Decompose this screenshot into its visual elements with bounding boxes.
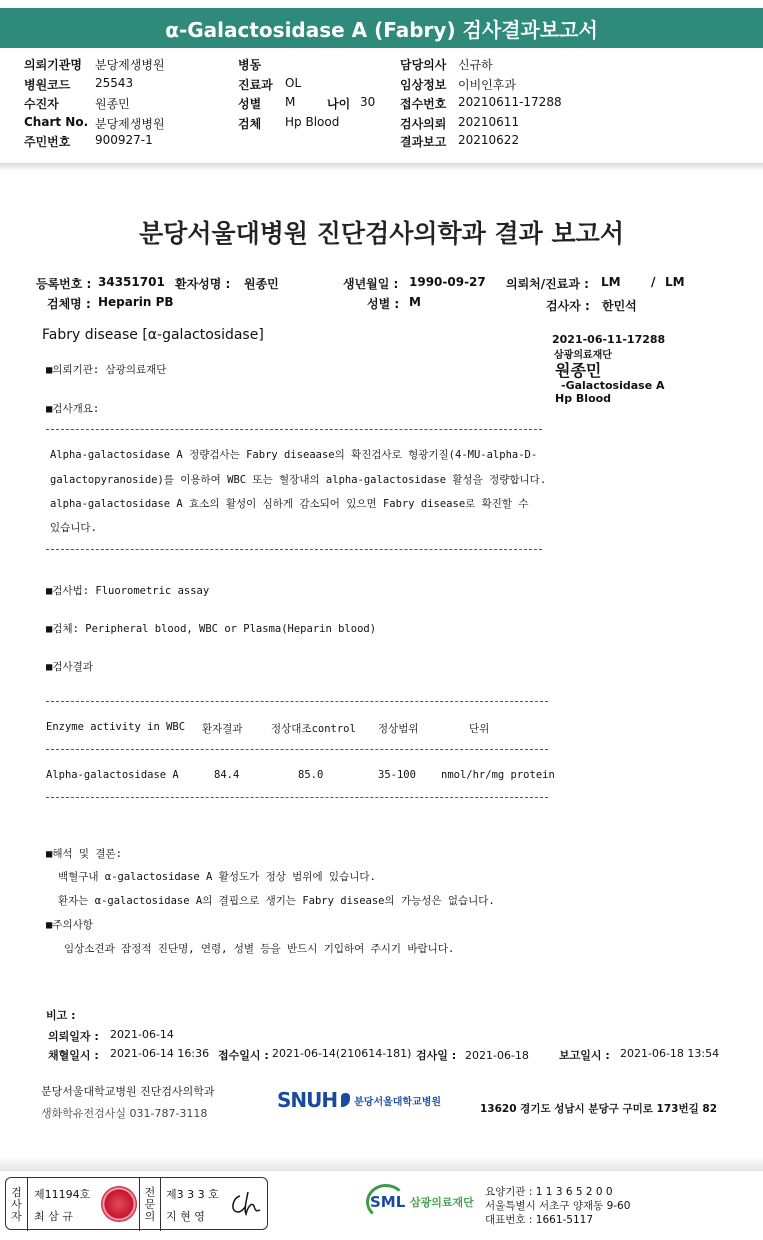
dob-label: 생년월일 : — [343, 277, 399, 291]
field-label: 의뢰기관명 — [24, 58, 82, 72]
footer-dept: 분당서울대학교병원 진단검사의학과 — [41, 1085, 215, 1098]
doctor-license-no: 제3 3 3 호 — [166, 1188, 219, 1201]
field-label: 진료과 — [238, 78, 273, 92]
field-label: Chart No. — [24, 115, 89, 129]
dashed-divider — [46, 429, 542, 430]
dashed-divider — [46, 549, 542, 550]
specimen-line: ■검체: Peripheral blood, WBC or Plasma(Heparin blood) — [46, 623, 377, 635]
table-header-cell: 정상범위 — [378, 723, 419, 735]
field-value: 30 — [360, 95, 376, 109]
label-specimen: Hp Blood — [555, 392, 612, 405]
patient-name-label: 환자성명 : — [175, 277, 231, 291]
table-header-cell: Enzyme activity in WBC — [46, 721, 186, 733]
footer-lab: 생화학유전검사실 031-787-3118 — [41, 1107, 208, 1120]
examiner-name: 최 삼 규 — [34, 1210, 73, 1223]
interpretation-title: ■해석 및 결론: — [46, 848, 123, 860]
label-test: -Galactosidase A — [561, 379, 665, 392]
page-separator — [0, 1157, 763, 1171]
dept-value: LM — [601, 275, 621, 289]
specimen-label: 검체명 : — [47, 297, 91, 311]
report-date-label: 보고일시 : — [559, 1049, 610, 1062]
field-label: 검체 — [238, 117, 262, 131]
snuh-logo — [277, 1088, 441, 1112]
result-title: ■검사결과 — [46, 661, 93, 673]
table-header-cell: 단위 — [469, 723, 490, 735]
receipt-date-value: 2021-06-14(210614-181) — [272, 1047, 412, 1060]
overview-title: ■검사개요: — [46, 403, 100, 415]
test-date-label: 검사일 : — [416, 1049, 457, 1062]
field-value: 분당제생병원 — [95, 58, 165, 72]
test-name: Fabry disease [α-galactosidase] — [42, 327, 264, 343]
reg-no-value: 34351701 — [98, 275, 165, 289]
table-cell: 35-100 — [378, 769, 416, 781]
field-label: 접수번호 — [400, 97, 447, 111]
field-value: 원종민 — [95, 97, 130, 111]
sex-value: M — [409, 295, 421, 309]
doctor-name: 지 현 영 — [166, 1210, 205, 1223]
draw-date-value: 2021-06-14 16:36 — [110, 1047, 210, 1060]
institution-line: ■의뢰기관: 삼광의료재단 — [46, 364, 167, 376]
report-date-value: 2021-06-18 13:54 — [620, 1047, 720, 1060]
request-date-value: 2021-06-14 — [110, 1028, 174, 1041]
examiner-label: 검사자 : — [546, 299, 590, 313]
field-label: 검사의뢰 — [400, 117, 447, 131]
label-accession: 2021-06-11-17288 — [552, 333, 666, 346]
test-date-value: 2021-06-18 — [465, 1049, 529, 1062]
overview-line: alpha-galactosidase A 효소의 활성이 심하게 감소되어 있으면 Fabry disease로 확진할 수 — [50, 498, 529, 510]
examiner-value: 한민석 — [602, 299, 637, 313]
examiner-license-no: 제11194호 — [34, 1188, 91, 1201]
receipt-date-label: 접수일시 : — [218, 1049, 269, 1062]
remarks-label: 비고 : — [46, 1009, 76, 1022]
footer-address: 13620 경기도 성남시 분당구 구미로 173번길 82 — [480, 1103, 717, 1115]
dept-value: LM — [665, 275, 685, 289]
sml-address: 서울특별시 서초구 양재동 9-60 — [485, 1200, 631, 1212]
table-header-border — [46, 749, 548, 750]
examiner-vertical-label: 검 사 자 — [6, 1178, 28, 1231]
dept-separator: / — [651, 275, 656, 289]
sex-label: 성별 : — [367, 297, 400, 311]
field-value: 20210611-17288 — [458, 95, 562, 109]
report-header-title: α-Galactosidase A (Fabry) 검사결과보고서 — [0, 8, 763, 48]
sml-name: 삼광의료재단 — [410, 1196, 474, 1209]
interpretation-line: 백혈구내 α-galactosidase A 활성도가 정상 범위에 있습니다. — [58, 871, 376, 883]
field-label: 나이 — [327, 97, 351, 111]
field-value: 900927-1 — [95, 133, 153, 147]
field-value: 25543 — [95, 76, 134, 90]
field-label: 주민번호 — [24, 135, 71, 149]
table-bottom-border — [46, 797, 548, 798]
field-label: 성별 — [238, 97, 262, 111]
table-cell: Alpha-galactosidase A — [46, 769, 179, 781]
request-date-label: 의뢰일자 : — [48, 1030, 99, 1043]
snuh-logo-text: SNUH — [277, 1088, 338, 1112]
overview-line: galactopyranoside)를 이용하여 WBC 또는 혈장내의 alpha-galactosidase 활성을 정량합니다. — [50, 474, 547, 486]
sml-code: 요양기관 : 1 1 3 6 5 2 0 0 — [485, 1186, 613, 1198]
red-seal-icon — [101, 1186, 137, 1222]
sml-logo — [366, 1184, 474, 1220]
report-title: 분당서울대병원 진단검사의학과 결과 보고서 — [139, 219, 624, 248]
field-label: 수진자 — [24, 97, 59, 111]
method-line: ■검사법: Fluorometric assay — [46, 585, 210, 597]
field-value: Hp Blood — [285, 115, 340, 129]
draw-date-label: 채혈일시 : — [48, 1049, 99, 1062]
section-divider — [0, 163, 763, 171]
overview-line: Alpha-galactosidase A 정량검사는 Fabry diseaase의 확진검사로 형광기질(4-MU-alpha-D- — [50, 449, 538, 461]
table-cell: nmol/hr/mg protein — [441, 769, 555, 781]
label-institution: 삼광의료재단 — [554, 350, 612, 361]
overview-line: 있습니다. — [50, 522, 97, 534]
doctor-vertical-label: 전 문 의 — [139, 1178, 161, 1231]
table-cell: 84.4 — [214, 769, 240, 781]
caution-text: 임상소견과 잠정적 진단명, 연령, 성별 등을 반드시 기입하여 주시기 바랍니다. — [64, 943, 455, 955]
table-cell: 85.0 — [298, 769, 324, 781]
reg-no-label: 등록번호 : — [36, 277, 92, 291]
specimen-value: Heparin PB — [98, 295, 174, 309]
snuh-name: 분당서울대학교병원 — [354, 1096, 442, 1108]
snuh-emblem-icon — [341, 1093, 350, 1107]
dob-value: 1990-09-27 — [409, 275, 486, 289]
field-label: 임상정보 — [400, 78, 447, 92]
sml-emblem-icon: SML — [366, 1184, 406, 1220]
caution-title: ■주의사항 — [46, 919, 93, 931]
signature-stamp-box — [5, 1177, 268, 1230]
field-label: 담당의사 — [400, 58, 447, 72]
dept-label: 의뢰처/진료과 : — [506, 277, 589, 291]
interpretation-line: 환자는 α-galactosidase A의 결핍으로 생기는 Fabry disease의 가능성은 없습니다. — [58, 895, 495, 907]
signature-icon — [226, 1188, 262, 1220]
field-value: 20210611 — [458, 115, 520, 129]
sml-phone: 대표번호 : 1661-5117 — [485, 1214, 594, 1226]
field-value: 이비인후과 — [458, 78, 516, 92]
field-label: 병원코드 — [24, 78, 71, 92]
field-value: 신규하 — [458, 58, 493, 72]
label-patient-name: 원종민 — [555, 361, 602, 380]
table-header-cell: 환자결과 — [202, 723, 243, 735]
field-label: 결과보고 — [400, 135, 447, 149]
field-value: M — [285, 95, 296, 109]
field-label: 병동 — [238, 58, 262, 72]
field-value: 분당제생병원 — [95, 117, 165, 131]
field-value: 20210622 — [458, 133, 520, 147]
table-header-cell: 정상대조control — [271, 723, 356, 735]
table-top-border — [46, 701, 548, 702]
field-value: OL — [285, 76, 302, 90]
patient-name-value: 원종민 — [244, 277, 279, 291]
